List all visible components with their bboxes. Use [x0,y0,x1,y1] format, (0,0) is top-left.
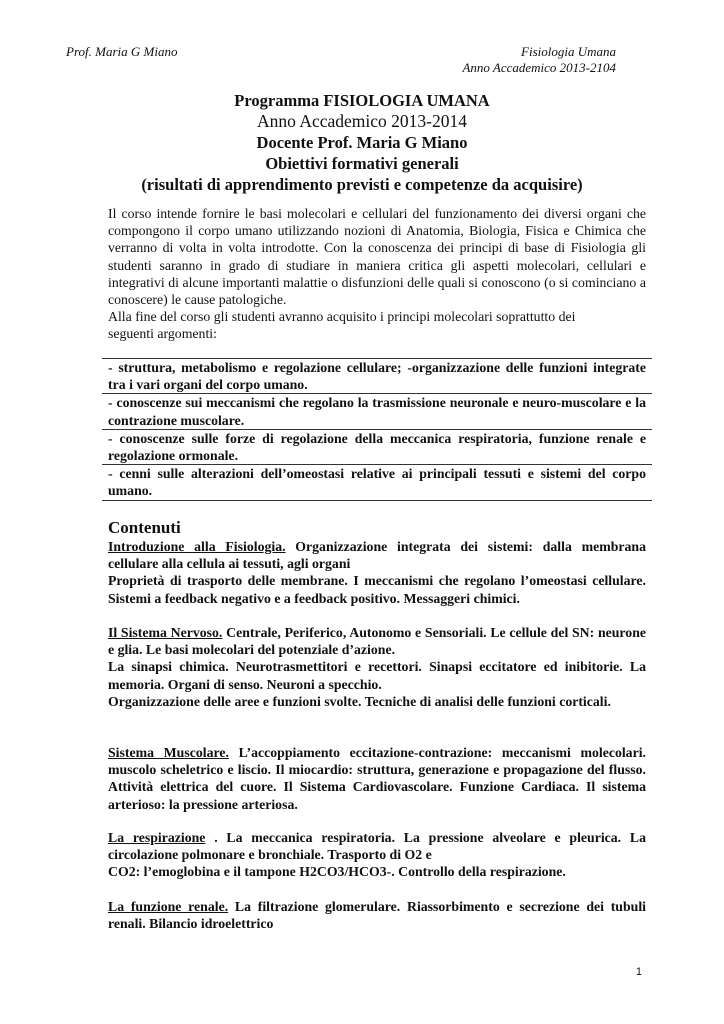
teacher: Docente Prof. Maria G Miano [256,133,468,152]
section-text: La sinapsi chimica. Neurotrasmettitori e recettori. Sinapsi eccitatore ed inibitorie. La memoria. Organi di senso. Neuroni a specchio. [108,659,646,692]
section-respirazione [108,829,646,881]
header-author: Prof. Maria G Miano [66,44,178,59]
section-sistema-muscolare [108,744,646,813]
objective-row: - conoscenze sui meccanismi che regolano la trasmissione neuronale e neuro-muscolare e la contrazione muscolare. [102,393,652,428]
page-number: 1 [635,966,642,978]
intro-paragraph-2-line2: seguenti argomenti: [108,326,217,342]
section-title: La funzione renale. [108,899,229,914]
section-text: L’accoppiamento eccitazione-contrazione: meccanismi molecolari. muscolo scheletrico e liscio. Il miocardio: struttura, generazione e propagazione del flusso. Attività elettrica del cuore. Il Sistema Cardiovascolare. Funzione Cardiaca. Il sistema arterioso: la pressione arteriosa. [108,745,646,812]
objectives-table [102,358,652,501]
objective-row: - conoscenze sulle forze di regolazione della meccanica respiratoria, funzione renale e regolazione ormonale. [102,429,652,464]
objective-row: - cenni sulle alterazioni dell’omeostasi relative ai principali tessuti e sistemi del corpo umano. [102,464,652,500]
section-text: Proprietà di trasporto delle membrane. I meccanismi che regolano l’omeostasi cellulare. Sistemi a feedback negativo e a feedback positivo. Messaggeri chimici. [108,573,646,606]
section-text: . La meccanica respiratoria. La pressione alveolare e pleurica. La circolazione polmonare e bronchiale. Trasporto di O2 e [108,830,646,863]
objective-row: - struttura, metabolismo e regolazione cellulare; -organizzazione delle funzioni integrate tra i vari organi del corpo umano. [102,358,652,393]
header-course [462,44,616,76]
section-title: La respirazione [108,830,206,845]
intro-paragraph-2-line1: Alla fine del corso gli studenti avranno acquisito i principi molecolari soprattutto dei [108,309,576,325]
section-text: CO2: l’emoglobina e il tampone H2CO3/HCO3-. Controllo della respirazione. [108,864,566,880]
intro-paragraph-2 [108,308,646,342]
objectives-title: Obiettivi formativi generali [265,154,459,173]
section-paragraph [108,538,646,572]
academic-year: Anno Accademico 2013-2014 [257,111,467,131]
section-title: Il Sistema Nervoso. [108,625,223,640]
section-text: Centrale, Periferico, Autonomo e Sensoriali. Le cellule del SN: neurone e glia. Le basi molecolari del potenziale d’azione. [108,625,647,658]
section-paragraph [108,898,646,932]
section-introduzione [108,538,646,607]
section-title: Sistema Muscolare. [108,745,229,760]
program-title: Programma FISIOLOGIA UMANA [234,91,490,110]
section-funzione-renale [108,898,646,932]
section-sistema-nervoso [108,624,646,710]
section-text: La filtrazione glomerulare. Riassorbimento e secrezione dei tubuli renali. Bilancio idroelettrico [108,899,646,932]
intro-paragraph: Il corso intende fornire le basi molecolari e cellulari del funzionamento dei diversi organi che compongono il corpo umano utilizzando nozioni di Anatomia, Biologia, Fisica e Chimica che verranno di volta in volta introdotte. Con la conoscenza dei principi di base di Fisiologia gli studenti saranno in grado di studiare in maniera critica gli aspetti molecolari, cellulari e integrativi di alcune importanti malattie o disfunzioni delle quali si conoscono (o si cominciano a conoscere) le cause patologiche. [108,206,646,308]
title-block [60,90,664,195]
header-academic-year: Anno Accademico 2013-2104 [462,60,616,75]
section-paragraph [108,829,646,863]
section-paragraph [108,624,646,658]
contents-heading: Contenuti [108,518,181,537]
section-text: Organizzazione integrata dei sistemi: dalla membrana cellulare alla cellula ai tessuti, agli organi [108,539,646,572]
objectives-subtitle: (risultati di apprendimento previsti e competenze da acquisire) [141,175,583,194]
header-course-name: Fisiologia Umana [521,44,616,59]
section-title: Introduzione alla Fisiologia. [108,539,286,554]
section-text: Organizzazione delle aree e funzioni svolte. Tecniche di analisi delle funzioni corticali. [108,693,611,709]
section-paragraph [108,744,646,813]
intro-text [108,205,646,343]
